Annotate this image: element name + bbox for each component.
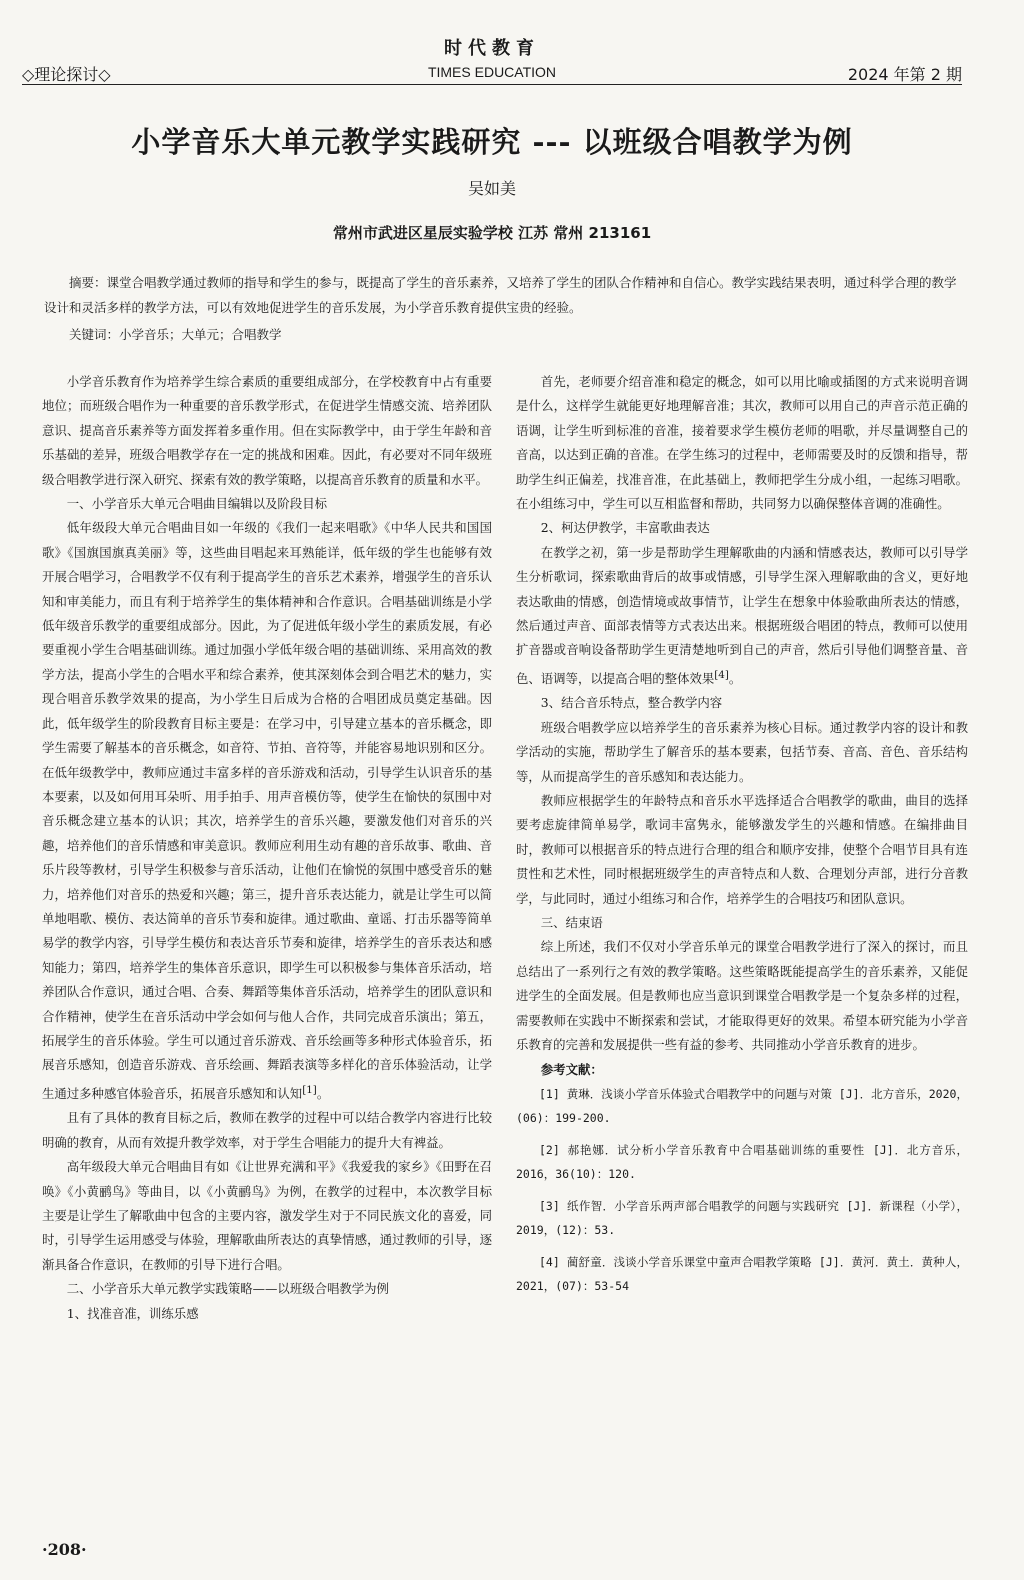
citation-marker: [4] (714, 668, 729, 681)
subsection-heading: 1、找准音准，训练乐感 (66, 1305, 199, 1321)
author-affiliation: 常州市武进区星辰实验学校 江苏 常州 213161 (332, 224, 652, 242)
paragraph (516, 541, 968, 692)
citation-marker: [1] (302, 1083, 317, 1096)
paragraph-text: 低年级段大单元合唱曲目如一年级的《我们一起来唱歌》《中华人民共和国国歌》《国旗国旗真美丽》等，这些曲目唱起来耳熟能详，低年级的学生也能够有效开展合唱学习，合唱教学不仅有利于提高学生的音乐艺术素养，增强学生的音乐认知和审美能力，而且有利于培养学生的集体精神和合作意识。合唱基础训练是小学低年级音乐教学的重要组成部分。因此，为了促进低年级小学生的素质发展，有必要重视小学生合唱基础训练。通过加强小学低年级合唱的基础训练、采用高效的教学方法，提高小学生的合唱水平和综合素养，使其深刻体会到合唱艺术的魅力，实现合唱音乐教学效果的提高，为小学生日后成为合格的合唱团成员奠定基础。因此，低年级学生的阶段教育目标主要是：在学习中，引导建立基本的音乐概念，即学生需要了解基本的音乐概念，如音符、节拍、音符等，并能容易地识别和区分。在低年级教学中，教师应通过丰富多样的音乐游戏和活动，引导学生认识音乐的基本要素，以及如何用耳朵听、用手拍手、用声音模仿等，使学生在愉快的氛围中对音乐概念建立基本的认识；其次，培养学生的音乐兴趣，要激发他们对音乐的兴趣，培养他们的音乐情感和审美意识。教师应利用生动有趣的音乐故事、歌曲、音乐片段等教材，引导学生积极参与音乐活动，让他们在愉悦的氛围中感受音乐的魅力，培养他们对音乐的热爱和兴趣；第三，提升音乐表达能力，就是让学生可以简单地唱歌、模仿、表达简单的音乐节奏和旋律。通过歌曲、童谣、打击乐器等简单易学的教学内容，引导学生模仿和表达音乐节奏和旋律，培养学生的音乐表达和感知能力；第四，培养学生的集体音乐意识，即学生可以积极参与集体音乐活动，培养团队合作意识，通过合唱、合奏、舞蹈等集体音乐活动，培养学生的团队意识和合作精神，使学生在音乐活动中学会如何与他人合作，共同完成音乐演出；第五，拓展学生的音乐体验。学生可以通过音乐游戏、音乐绘画等多种形式体验音乐，拓展音乐感知，创造音乐游戏、音乐绘画、舞蹈表演等多样化的音乐体验活动，让学生通过多种感官体验音乐，拓展音乐感知和认知 (42, 520, 492, 1101)
section-heading: 三、结束语 (540, 915, 603, 931)
paragraph: 教师应根据学生的年龄特点和音乐水平选择适合合唱教学的歌曲，曲目的选择要考虑旋律简单易学，歌词丰富隽永，能够激发学生的兴趣和情感。在编排曲目时，教师可以根据音乐的特点进行合理的组合和顺序安排，使整个合唱节目具有连贯性和艺术性，同时根据班级学生的声音特点和人数、合理划分声部，进行分音教学，与此同时，通过小组练习和合作，培养学生的合唱技巧和团队意识。 (516, 793, 968, 906)
paragraph: 首先，老师要介绍音准和稳定的概念，如可以用比喻或插图的方式来说明音调是什么，这样学生就能更好地理解音准；其次，教师可以用自己的声音示范正确的语调，让学生听到标准的音准，接着要求学生模仿老师的唱歌，并尽量调整自己的音高，以达到正确的音准。在学生练习的过程中，老师需要及时的反馈和指导，帮助学生纠正偏差，找准音准，在此基础上，教师把学生分成小组，一起练习唱歌。在小组练习中，学生可以互相监督和帮助，共同努力以确保整体音调的准确性。 (516, 374, 968, 512)
issue-label: 2024 年第 2 期 (847, 65, 962, 84)
paragraph-end: 。 (728, 671, 742, 686)
abstract-block (44, 270, 964, 347)
paragraph: 小学音乐教育作为培养学生综合素质的重要组成部分，在学校教育中占有重要地位；而班级合唱作为一种重要的音乐教学形式，在促进学生情感交流、培养团队意识、提高音乐素养等方面发挥着多重作用。但在实际教学中，由于学生年龄和音乐基础的差异，班级合唱教学存在一定的挑战和困难。因此，有必要对不同年级班级合唱教学进行深入研究、探索有效的教学策略，以提高音乐教育的质量和水平。 (42, 374, 492, 487)
section-label: ◇理论探讨◇ (22, 65, 111, 84)
journal-name-en: TIMES EDUCATION (427, 64, 557, 80)
subsection-heading: 2、柯达伊教学，丰富歌曲表达 (540, 520, 710, 536)
section-heading: 二、小学音乐大单元教学实践策略——以班级合唱教学为例 (66, 1281, 389, 1297)
journal-masthead (22, 34, 962, 80)
references-heading: 参考文献： (540, 1061, 603, 1077)
header-rule (22, 84, 962, 85)
keywords: 关键词：小学音乐；大单元；合唱教学 (69, 327, 282, 342)
paragraph: 综上所述，我们不仅对小学音乐单元的课堂合唱教学进行了深入的探讨，而且总结出了一系列行之有效的教学策略。这些策略既能提高学生的音乐素养，又能促进学生的全面发展。但是教师也应当意识到课堂合唱教学是一个复杂多样的过程，需要教师在实践中不断探索和尝试，才能取得更好的效果。希望本研究能为小学音乐教育的完善和发展提供一些有益的参考、共同推动小学音乐教育的进步。 (516, 939, 968, 1053)
paragraph: 且有了具体的教育目标之后，教师在教学的过程中可以结合教学内容进行比较明确的教育，从而有效提升教学效率，对于学生合唱能力的提升大有裨益。 (42, 1110, 492, 1150)
reference-item: [3] 纸作智．小学音乐两声部合唱教学的问题与实践研究 [J]．新课程（小学），2019，(12)：53. (516, 1198, 968, 1237)
paragraph: 班级合唱教学应以培养学生的音乐素养为核心目标。通过教学内容的设计和教学活动的实施，帮助学生了解音乐的基本要素，包括节奏、音高、音色、音乐结构等，从而提高学生的音乐感知和表达能力。 (516, 719, 968, 784)
section-heading: 一、小学音乐大单元合唱曲目编辑以及阶段目标 (66, 496, 327, 512)
paragraph-end: 。 (316, 1085, 330, 1101)
paragraph (42, 516, 492, 1106)
abstract-text: 摘要：课堂合唱教学通过教师的指导和学生的参与，既提高了学生的音乐素养，又培养了学生的团队合作精神和自信心。教学实践结果表明，通过科学合理的教学设计和灵活多样的教学方法，可以有效地促进学生的音乐发展，为小学音乐教育提供宝贵的经验。 (44, 275, 957, 315)
article-author: 吴如美 (467, 179, 516, 198)
reference-item: [4] 蔺舒童．浅谈小学音乐课堂中童声合唱教学策略 [J]．黄河．黄土．黄种人，2021，(07)：53-54 (516, 1254, 968, 1293)
paragraph-text: 在教学之初，第一步是帮助学生理解歌曲的内涵和情感表达，教师可以引导学生分析歌词，探索歌曲背后的故事或情感，引导学生深入理解歌曲的含义，更好地表达歌曲的情感，创造情境或故事情节，让学生在想象中体验歌曲所表达的情感，然后通过声音、面部表情等方式表达出来。根据班级合唱团的特点，教师可以使用扩音器或音响设备帮助学生更清楚地听到自己的声音，然后引导他们调整音量、音色、语调等，以提高合唱的整体效果 (516, 544, 968, 686)
page-number: ·208· (42, 1540, 87, 1559)
reference-item: [2] 郝艳娜．试分析小学音乐教育中合唱基础训练的重要性 [J]．北方音乐，2016，36(10)：120. (516, 1142, 968, 1181)
page-header (22, 34, 962, 84)
paragraph: 高年级段大单元合唱曲目有如《让世界充满和平》《我爱我的家乡》《田野在召唤》《小黄鹂鸟》等曲目，以《小黄鹂鸟》为例，在教学的过程中，本次教学目标主要是让学生了解歌曲中包含的主要内容，激发学生对于不同民族文化的喜爱，同时，引导学生运用感受与体验，理解歌曲所表达的真挚情感，通过教师的引导，逐渐具备合作意识，在教师的引导下进行合唱。 (42, 1159, 492, 1272)
reference-item: [1] 黄琳．浅谈小学音乐体验式合唱教学中的问题与对策 [J]．北方音乐，2020，(06)：199-200. (516, 1086, 968, 1125)
subsection-heading: 3、结合音乐特点，整合教学内容 (540, 695, 723, 711)
right-column (516, 370, 968, 1298)
journal-name-cn: 时代教育 (444, 38, 540, 59)
article-title: 小学音乐大单元教学实践研究 --- 以班级合唱教学为例 (131, 125, 853, 159)
left-column (42, 370, 492, 1326)
